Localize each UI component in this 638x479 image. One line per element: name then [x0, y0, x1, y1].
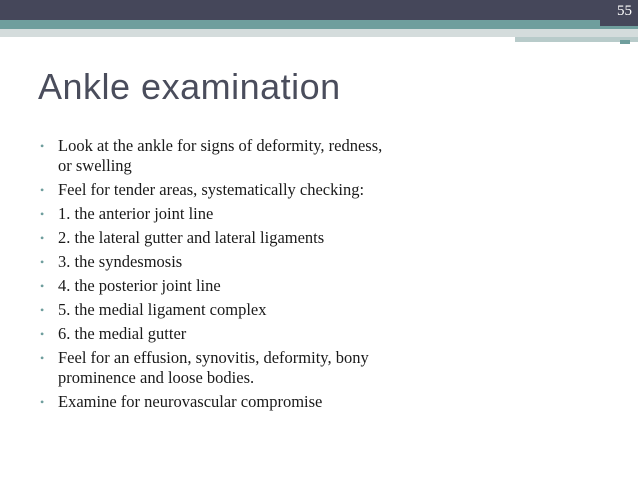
bullet-item — [40, 252, 400, 272]
bullet-dot-icon: • — [40, 207, 45, 221]
bullet-text: Look at the ankle for signs of deformity, redness, or swelling — [58, 136, 383, 175]
bullet-item — [40, 348, 400, 388]
accent-band — [0, 20, 600, 29]
bullet-item — [40, 228, 400, 248]
bullet-text: 1. the anterior joint line — [58, 204, 214, 223]
bullet-text: 6. the medial gutter — [58, 324, 187, 343]
header-band — [0, 0, 638, 20]
bullet-text: 2. the lateral gutter and lateral ligaments — [58, 228, 325, 247]
bullet-list — [40, 136, 400, 416]
bullet-item — [40, 180, 400, 200]
slide-number: 55 — [617, 3, 632, 19]
bullet-item — [40, 392, 400, 412]
bullet-item — [40, 136, 400, 176]
bullet-item — [40, 300, 400, 320]
bullet-text: 3. the syndesmosis — [58, 252, 183, 271]
bullet-dot-icon: • — [40, 303, 45, 317]
bullet-text: 4. the posterior joint line — [58, 276, 221, 295]
slide-title: Ankle examination — [38, 66, 341, 107]
bullet-dot-icon: • — [40, 255, 45, 269]
bullet-dot-icon: • — [40, 327, 45, 341]
bullet-dot-icon: • — [40, 351, 45, 365]
bullet-dot-icon: • — [40, 183, 45, 197]
bullet-text: Feel for an effusion, synovitis, deformity, bony prominence and loose bodies. — [58, 348, 369, 387]
bullet-text: Examine for neurovascular compromise — [58, 392, 323, 411]
bullet-text: 5. the medial ligament complex — [58, 300, 267, 319]
accent-mark — [620, 40, 630, 44]
bullet-dot-icon: • — [40, 395, 45, 409]
bullet-item — [40, 204, 400, 224]
bullet-dot-icon: • — [40, 231, 45, 245]
slide-number-box — [600, 0, 638, 26]
bullet-item — [40, 324, 400, 344]
bullet-text: Feel for tender areas, systematically checking: — [58, 180, 365, 199]
bullet-dot-icon: • — [40, 139, 45, 153]
bullet-item — [40, 276, 400, 296]
light-band — [0, 29, 638, 37]
bullet-dot-icon: • — [40, 279, 45, 293]
